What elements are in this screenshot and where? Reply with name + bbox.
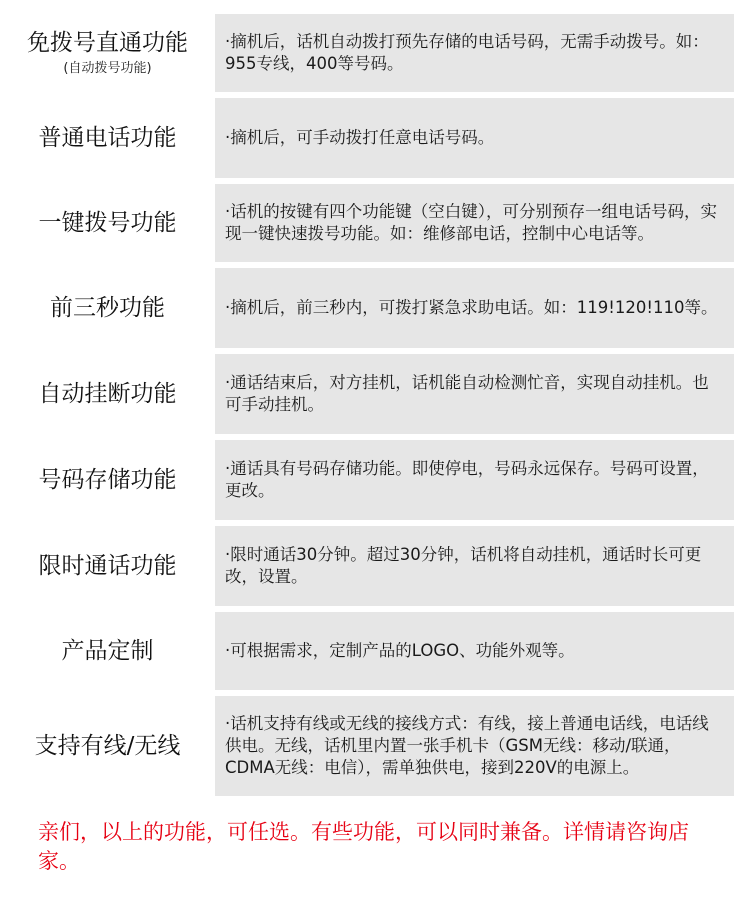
feature-row-time-limit	[0, 526, 750, 606]
feature-description-cell	[215, 612, 734, 690]
feature-name: 一键拨号功能	[38, 210, 177, 236]
feature-label-cell	[0, 526, 215, 606]
feature-description-cell	[215, 14, 734, 92]
feature-row-auto-hangup	[0, 354, 750, 434]
feature-name: 限时通话功能	[38, 553, 177, 579]
feature-description: ·通话结束后，对方挂机，话机能自动检测忙音，实现自动挂机。也可手动挂机。	[225, 373, 709, 414]
feature-name: 免拨号直通功能	[27, 30, 188, 56]
feature-label-cell	[0, 612, 215, 690]
feature-description-cell	[215, 98, 734, 178]
feature-label-cell	[0, 440, 215, 520]
feature-label-cell	[0, 268, 215, 348]
feature-description: ·摘机后，可手动拨打任意电话号码。	[225, 128, 495, 147]
feature-description: ·可根据需求，定制产品的LOGO、功能外观等。	[225, 641, 575, 660]
feature-name: 自动挂断功能	[38, 381, 177, 407]
feature-name: 支持有线/无线	[34, 733, 181, 759]
feature-name: 前三秒功能	[50, 295, 165, 321]
feature-row-wired-wireless	[0, 696, 750, 796]
feature-description-cell	[215, 268, 734, 348]
feature-description-cell	[215, 354, 734, 434]
feature-description-cell	[215, 696, 734, 796]
feature-row-normal-call	[0, 98, 750, 178]
feature-row-first-three-seconds	[0, 268, 750, 348]
feature-row-customization	[0, 612, 750, 690]
feature-name: 产品定制	[61, 638, 154, 664]
feature-description: ·限时通话30分钟。超过30分钟，话机将自动挂机，通话时长可更改，设置。	[225, 545, 702, 586]
feature-name: 号码存储功能	[38, 467, 177, 493]
feature-label-cell	[0, 354, 215, 434]
feature-row-number-storage	[0, 440, 750, 520]
feature-description-cell	[215, 184, 734, 262]
feature-description: ·话机的按键有四个功能键（空白键），可分别预存一组电话号码，实现一键快速拨号功能。如：维修部电话，控制中心电话等。	[225, 202, 717, 243]
feature-row-auto-dial	[0, 14, 750, 92]
feature-name: 普通电话功能	[38, 125, 177, 151]
feature-row-one-key-dial	[0, 184, 750, 262]
feature-description-cell	[215, 526, 734, 606]
feature-description: ·话机支持有线或无线的接线方式：有线，接上普通电话线，电话线供电。无线，话机里内置一张手机卡（GSM无线：移动/联通，CDMA无线：电信），需单独供电，接到220V的电源上。	[225, 714, 709, 777]
feature-label-cell	[0, 696, 215, 796]
feature-description: ·摘机后，前三秒内，可拨打紧急求助电话。如：119!120!110等。	[225, 298, 718, 317]
feature-table	[0, 14, 750, 802]
feature-subtitle: (自动拨号功能)	[63, 61, 152, 76]
feature-label-cell	[0, 14, 215, 92]
feature-description: ·通话具有号码存储功能。即使停电，号码永远保存。号码可设置，更改。	[225, 459, 709, 500]
feature-description: ·摘机后，话机自动拨打预先存储的电话号码，无需手动拨号。如：955专线，400等号码。	[225, 32, 709, 73]
feature-label-cell	[0, 98, 215, 178]
feature-label-cell	[0, 184, 215, 262]
footer-note: 亲们，以上的功能，可任选。有些功能，可以同时兼备。详情请咨询店家。	[38, 820, 689, 873]
feature-description-cell	[215, 440, 734, 520]
